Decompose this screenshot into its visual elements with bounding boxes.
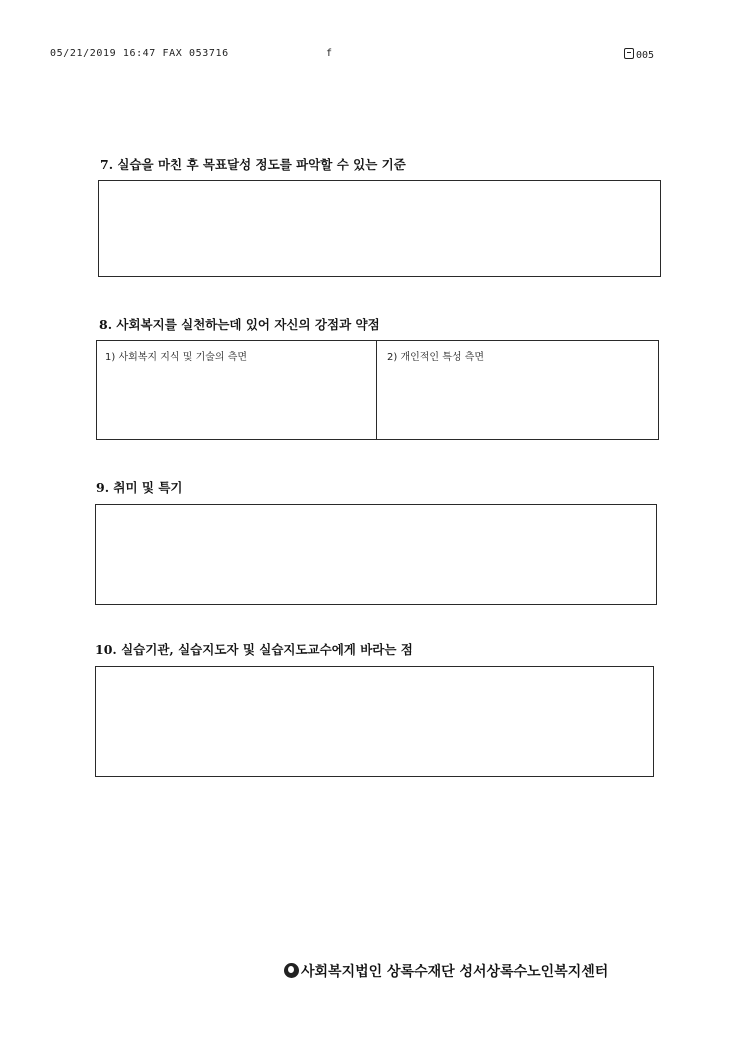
fax-page-code: 005 (636, 50, 655, 61)
section-10-heading: 10. 실습기관, 실습지도자 및 실습지도교수에게 바라는 점 (95, 642, 413, 657)
section-8-col2-label: 2) 개인적인 특성 측면 (387, 352, 485, 363)
section-8-heading: 8. 사회복지를 실천하는데 있어 자신의 강점과 약점 (99, 317, 380, 332)
page-icon (624, 48, 634, 59)
section-8-column-divider (376, 341, 377, 439)
organization-logo-icon (284, 963, 299, 978)
section-10-answer-box[interactable] (95, 666, 654, 777)
footer-organization-name: 사회복지법인 상록수재단 성서상록수노인복지센터 (301, 964, 609, 980)
fax-timestamp: 05/21/2019 16:47 FAX 053716 (50, 48, 229, 59)
section-7-answer-box[interactable] (98, 180, 661, 277)
fax-mid-mark: f (326, 48, 333, 59)
section-8-col1-label: 1) 사회복지 지식 및 기술의 측면 (105, 352, 248, 363)
section-9-answer-box[interactable] (95, 504, 657, 605)
footer-organization (284, 961, 608, 981)
fax-page-number (624, 48, 654, 61)
section-7-heading: 7. 실습을 마친 후 목표달성 정도를 파악할 수 있는 기준 (100, 157, 406, 172)
section-9-heading: 9. 취미 및 특기 (96, 480, 183, 495)
section-8-answer-table (96, 340, 659, 440)
fax-header (0, 48, 744, 62)
